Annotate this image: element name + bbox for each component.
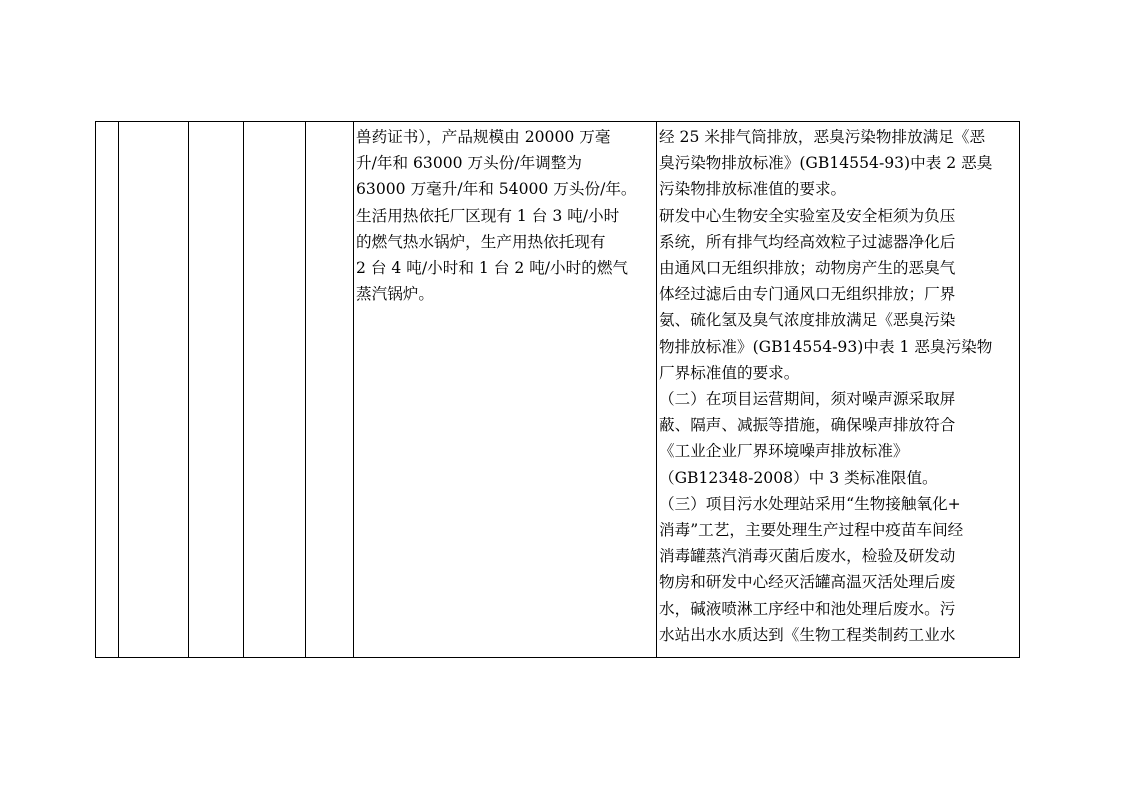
text-line: 生活用热依托厂区现有 1 台 3 吨/小时: [356, 206, 620, 225]
text-line: （三）项目污水处理站采用“生物接触氧化+: [659, 494, 961, 513]
text-line: 蔽、隔声、减振等措施，确保噪声排放符合: [659, 416, 956, 435]
column-divider: [188, 122, 189, 657]
text-line: 臭污染物排放标准》(GB14554-93)中表 2 恶臭: [659, 154, 993, 173]
text-line: 消毒罐蒸汽消毒灭菌后废水，检验及研发动: [659, 547, 956, 566]
text-line: 体经过滤后由专门通风口无组织排放；厂界: [659, 285, 956, 304]
text-line: 水站出水水质达到《生物工程类制药工业水: [659, 625, 956, 644]
text-line: 污染物排放标准值的要求。: [659, 180, 847, 199]
text-line: 经 25 米排气筒排放，恶臭污染物排放满足《恶: [659, 128, 986, 146]
column-divider: [243, 122, 244, 657]
text-line: 厂界标准值的要求。: [659, 363, 800, 382]
text-line: 消毒”工艺，主要处理生产过程中疫苗车间经: [659, 521, 964, 540]
column-divider: [305, 122, 306, 657]
text-line: 物排放标准》(GB14554-93)中表 1 恶臭污染物: [659, 337, 993, 356]
text-line: 氨、硫化氢及臭气浓度排放满足《恶臭污染: [659, 311, 956, 330]
text-line: （GB12348-2008）中 3 类标准限值。: [659, 468, 938, 487]
text-line: 升/年和 63000 万头份/年调整为: [356, 154, 582, 173]
text-line: 水，碱液喷淋工序经中和池处理后废水。污: [659, 599, 956, 618]
text-line: 蒸汽锅炉。: [356, 285, 434, 304]
column-divider: [656, 122, 657, 657]
text-line: 63000 万毫升/年和 54000 万头份/年。: [356, 180, 637, 199]
text-line: （二）在项目运营期间，须对噪声源采取屏: [659, 390, 956, 409]
text-line: 研发中心生物安全实验室及安全柜须为负压: [659, 206, 956, 225]
column-divider: [353, 122, 354, 657]
text-line: 物房和研发中心经灭活罐高温灭活处理后废: [659, 573, 956, 592]
text-line: 2 台 4 吨/小时和 1 台 2 吨/小时的燃气: [356, 259, 629, 278]
text-line: 兽药证书），产品规模由 20000 万毫: [356, 128, 611, 146]
project-description-cell: [356, 124, 656, 307]
text-line: 《工业企业厂界环境噪声排放标准》: [659, 442, 909, 461]
document-table: [95, 121, 1020, 658]
text-line: 的燃气热水锅炉，生产用热依托现有: [356, 232, 606, 251]
column-divider: [118, 122, 119, 657]
environmental-requirements-cell: [659, 124, 1021, 648]
text-line: 系统，所有排气均经高效粒子过滤器净化后: [659, 232, 956, 251]
text-line: 由通风口无组织排放；动物房产生的恶臭气: [659, 259, 956, 278]
